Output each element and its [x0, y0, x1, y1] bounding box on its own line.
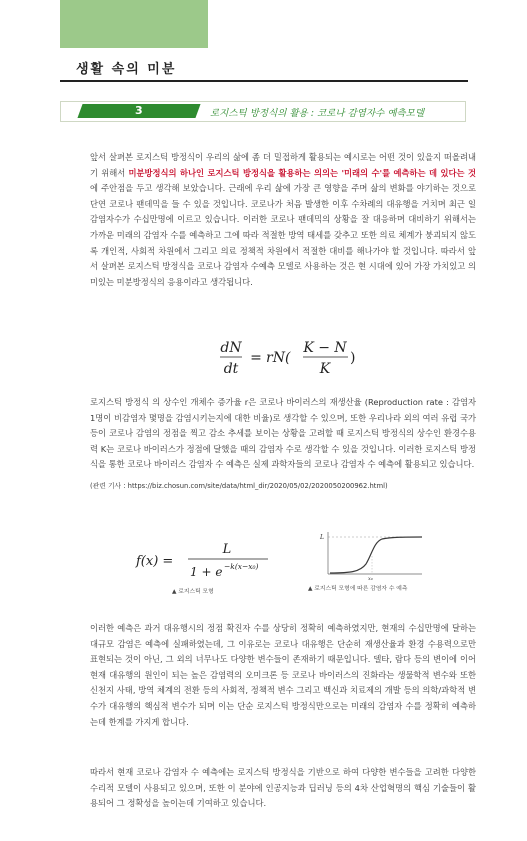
paragraph-intro [90, 150, 476, 290]
eq1-k-minus-n: K − N [303, 340, 347, 356]
logistic-curve-graph [310, 528, 428, 580]
header-color-block [60, 0, 208, 48]
section-number: 3 [135, 104, 143, 117]
eq1-equals: = [250, 350, 262, 366]
section-title: 로지스틱 방정식의 활용 : 코로나 감염자수 예측모델 [210, 108, 425, 119]
paragraph-intro-end: 에 주안점을 두고 생각해 보았습니다. 근래에 우리 삶에 가장 큰 영향을 주며 삶의 변화를 야기하는 것으로 단연 코로나 팬데믹을 들 수 있을 것입니다. 코로나가 처음 발생한 이후 수차례의 대유행을 거치며 최근 일 감염자수가 수십만명에 이르고 있습니다. 이러한 코로나 팬데믹의 상황을 잘 대응하며 대비하기 위해서는 가까운 미래의 감염자 수를 예측하고 그에 따라 적절한 방역 태세를 갖추고 또한 의료 체계가 붕괴되지 않도록 개인적, 사회적 차원에서 그리고 의료 정책적 차원에서 적절한 대비를 해나가야 할 것입니다. 따라서 앞서 살펴본 로지스틱 방정식을 코로나 감염자 수예측 모델로 사용하는 것은 현 시대에 있어 가장 가치있고 의미있는 미분방정식의 응용이라고 생각됩니다. [90, 183, 476, 287]
paragraph-limitations: 이러한 예측은 과거 대유행시의 정점 확진자 수를 상당히 정확히 예측하였지만, 현재의 수십만명에 달하는 대규모 감염은 예측에 실패하였는데, 그 이유로는 코로나 대유행은 단순히 재생산율과 환경 수용력으로만 표현되는 것이 아닌, 그 외의 너무나도 다양한 변수들이 존재하기 때문입니다. 델타, 람다 등의 변이에 이어 현재 대유행의 원인이 되는 높은 감염력의 오미크론 등 코로나 바이러스의 진화라는 생물학적 변수와 또한 신천지 사태, 방역 체계의 전환 등의 사회적, 정책적 변수 그리고 백신과 치료제의 개발 등의 의학/과학적 변수가 대유행의 핵심적 변수가 되며 이는 단순 로지스틱 방정식만으로는 미래의 감염자 수를 정확히 예측하는데 한계를 가지게 합니다. [90, 623, 476, 727]
eq2-lhs: f(x) = [136, 554, 174, 569]
paragraph-parameters: 로지스틱 방정식 의 상수인 개체수 증가율 r은 코로나 바이러스의 재생산율 (Reproduction rate : 감염자 1명이 비감염자 몇명을 감염시키는지에 대한 비율)로 생각할 수 있으며, 또한 우리나라 외의 여러 유럽 국가 등이 코로나 감염의 정점을 찍고 감소 추세를 보이는 상황을 고려할 때 로지스틱 방정식의 상수인 환경수용력 K는 코로나 바이러스가 정점에 달했을 때의 감염자 수로 생각할 수 있을 것입니다. 이러한 로지스틱 방정식을 통한 코로나 바이러스 감염자 수 예측은 실제 과학자들의 코로나 감염자 수 예측에 활용되고 있습니다. [90, 397, 476, 470]
eq1-dn: dN [220, 340, 242, 356]
formula-caption: ▲ 로지스틱 모형 [172, 589, 214, 595]
logistic-equation [0, 336, 527, 380]
section-number-badge [77, 104, 200, 118]
paragraph-conclusion: 따라서 현재 코로나 감염자 수 예측에는 로지스틱 방정식을 기반으로 하여 다양한 변수들을 고려한 다양한 수리적 모델이 사용되고 있으며, 또한 이 분야에 인공지능과 딥러닝 등의 4차 산업혁명의 핵심 기술들이 활용되어 그 정확성을 높이는데 기여하고 있습니다. [90, 767, 476, 809]
graph-caption: ▲ 로지스틱 모형에 따른 감염자 수 예측 [308, 586, 408, 592]
eq1-rn: rN( [266, 350, 291, 366]
logistic-function-formula [132, 538, 282, 586]
eq2-den-base: 1 + e [190, 565, 223, 579]
eq1-k: K [319, 361, 331, 377]
graph-x-label: x₀ [368, 576, 373, 580]
source-link: (관련 기사 : https://biz.chosun.com/site/data/html_dir/2020/05/02/2020050200962.html) [90, 482, 388, 490]
page-header-title: 생활 속의 미분 [76, 62, 177, 77]
paragraph-intro-highlight: 미분방정식의 하나인 로지스틱 방정식을 활용하는 의의는 '미래의 수'를 예측하는 데 있다는 것 [128, 167, 476, 178]
paragraph-intro-start: 앞서 살펴본 로지스틱 방정식이 우리의 삶에 좀 더 밀접하게 활용되는 예시로는 어떤 것이 있을지 떠올려내기 위해서 [90, 152, 476, 178]
eq2-l: L [222, 542, 232, 557]
header-divider [60, 80, 468, 82]
eq1-close: ) [350, 350, 356, 366]
section-heading [60, 101, 468, 123]
graph-y-label: L [320, 534, 324, 541]
eq2-den-exp: −k(x−x₀) [224, 562, 259, 571]
eq1-dt: dt [223, 361, 239, 377]
graph-logistic-curve [330, 537, 422, 573]
